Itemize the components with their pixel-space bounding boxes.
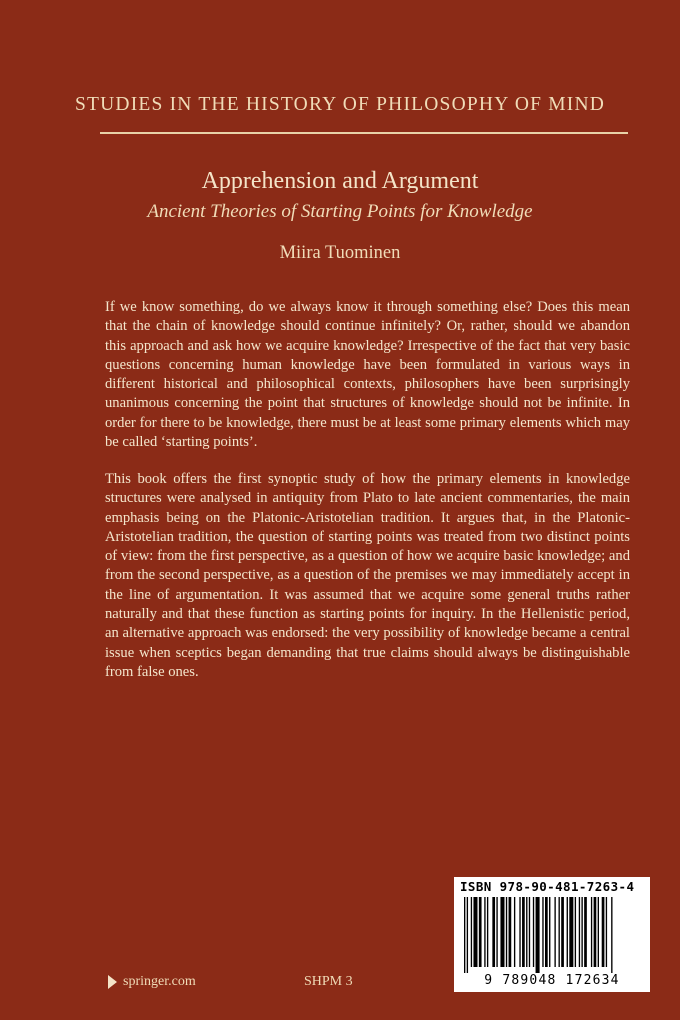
header-rule: [100, 132, 628, 134]
barcode-bar: [561, 897, 564, 967]
barcode-bar: [598, 897, 599, 967]
series-title: STUDIES IN THE HISTORY OF PHILOSOPHY OF MIND: [74, 94, 606, 115]
barcode-bar: [467, 897, 468, 973]
barcode-bar: [559, 897, 560, 967]
barcode-bar: [506, 897, 507, 967]
blurb-paragraph-1: If we know something, do we always know it through something else? Does this mean that the chain of knowledge should continue infinitely? Or, rather, should we abandon this approach and ask how we acquire knowledge? Irrespective of the fact that very basic questions concerning human knowledge have been formulated in various ways in different historical and philosophical contexts, philosophers have been surprisingly unanimous concerning the point that structures of knowledge should not be infinite. In order for there to be knowledge, there must be at least some primary elements which may be called ‘starting points’.: [105, 299, 630, 451]
barcode-bar: [487, 897, 488, 967]
barcode-bar: [594, 897, 597, 967]
book-subtitle: Ancient Theories of Starting Points for Knowledge: [147, 201, 533, 222]
barcode-bars: [462, 897, 642, 975]
barcode-bar: [606, 897, 607, 967]
ean-digits: 9 789048 172634: [484, 973, 620, 988]
barcode-box: [454, 877, 650, 992]
barcode-bar: [584, 897, 587, 967]
isbn-label: ISBN 978-90-481-7263-4: [460, 879, 635, 894]
chevron-right-icon: [108, 975, 117, 989]
barcode-bar: [542, 897, 543, 967]
publisher-website: springer.com: [123, 974, 196, 989]
barcode-bar: [536, 897, 540, 973]
barcode-bar: [464, 897, 465, 973]
barcode-bar: [484, 897, 485, 967]
barcode-bar: [533, 897, 534, 967]
barcode-bar: [567, 897, 568, 967]
series-number: SHPM 3: [304, 974, 353, 989]
barcode-bar: [569, 897, 573, 967]
barcode-bar: [545, 897, 548, 967]
barcode-bar: [519, 897, 520, 967]
barcode-bar: [479, 897, 482, 967]
publisher-link[interactable]: [108, 974, 196, 990]
barcode-bar: [473, 897, 477, 967]
barcode-bar: [549, 897, 550, 967]
barcode-bar: [529, 897, 530, 967]
barcode-bar: [611, 897, 612, 973]
book-author: Miira Tuominen: [279, 243, 401, 263]
barcode-bar: [492, 897, 495, 967]
barcode-bar: [522, 897, 525, 967]
barcode-bar: [591, 897, 592, 967]
barcode-bar: [471, 897, 472, 967]
barcode-bar: [514, 897, 515, 967]
barcode-bar: [526, 897, 527, 967]
barcode-bar: [509, 897, 512, 967]
barcode-bar: [500, 897, 504, 967]
barcode-bar: [581, 897, 582, 967]
blurb-paragraph-2: This book offers the first synoptic study of how the primary elements in knowledge structures were analysed in antiquity from Plato to late ancient commentaries, the main emphasis being on the Platonic-Aristotelian tradition. It argues that, in the Platonic-Aristotelian tradition, the question of starting points was treated from two distinct points of view: from the first perspective, as a question of how we acquire basic knowledge; and from the second perspective, as a question of the premises we may immediately accept in the line of argumentation. It was assumed that we acquire some general truths rather naturally and that these function as starting points for inquiry. In the Hellenistic period, an alternative approach was endorsed: the very possibility of knowledge became a central issue when sceptics began demanding that true claims should always be distinguishable from false ones.: [105, 471, 630, 680]
barcode-bar: [602, 897, 605, 967]
barcode-bar: [554, 897, 555, 967]
barcode-bar: [496, 897, 497, 967]
barcode-bar: [575, 897, 576, 967]
barcode-bar: [579, 897, 580, 967]
book-title: Apprehension and Argument: [201, 168, 479, 194]
